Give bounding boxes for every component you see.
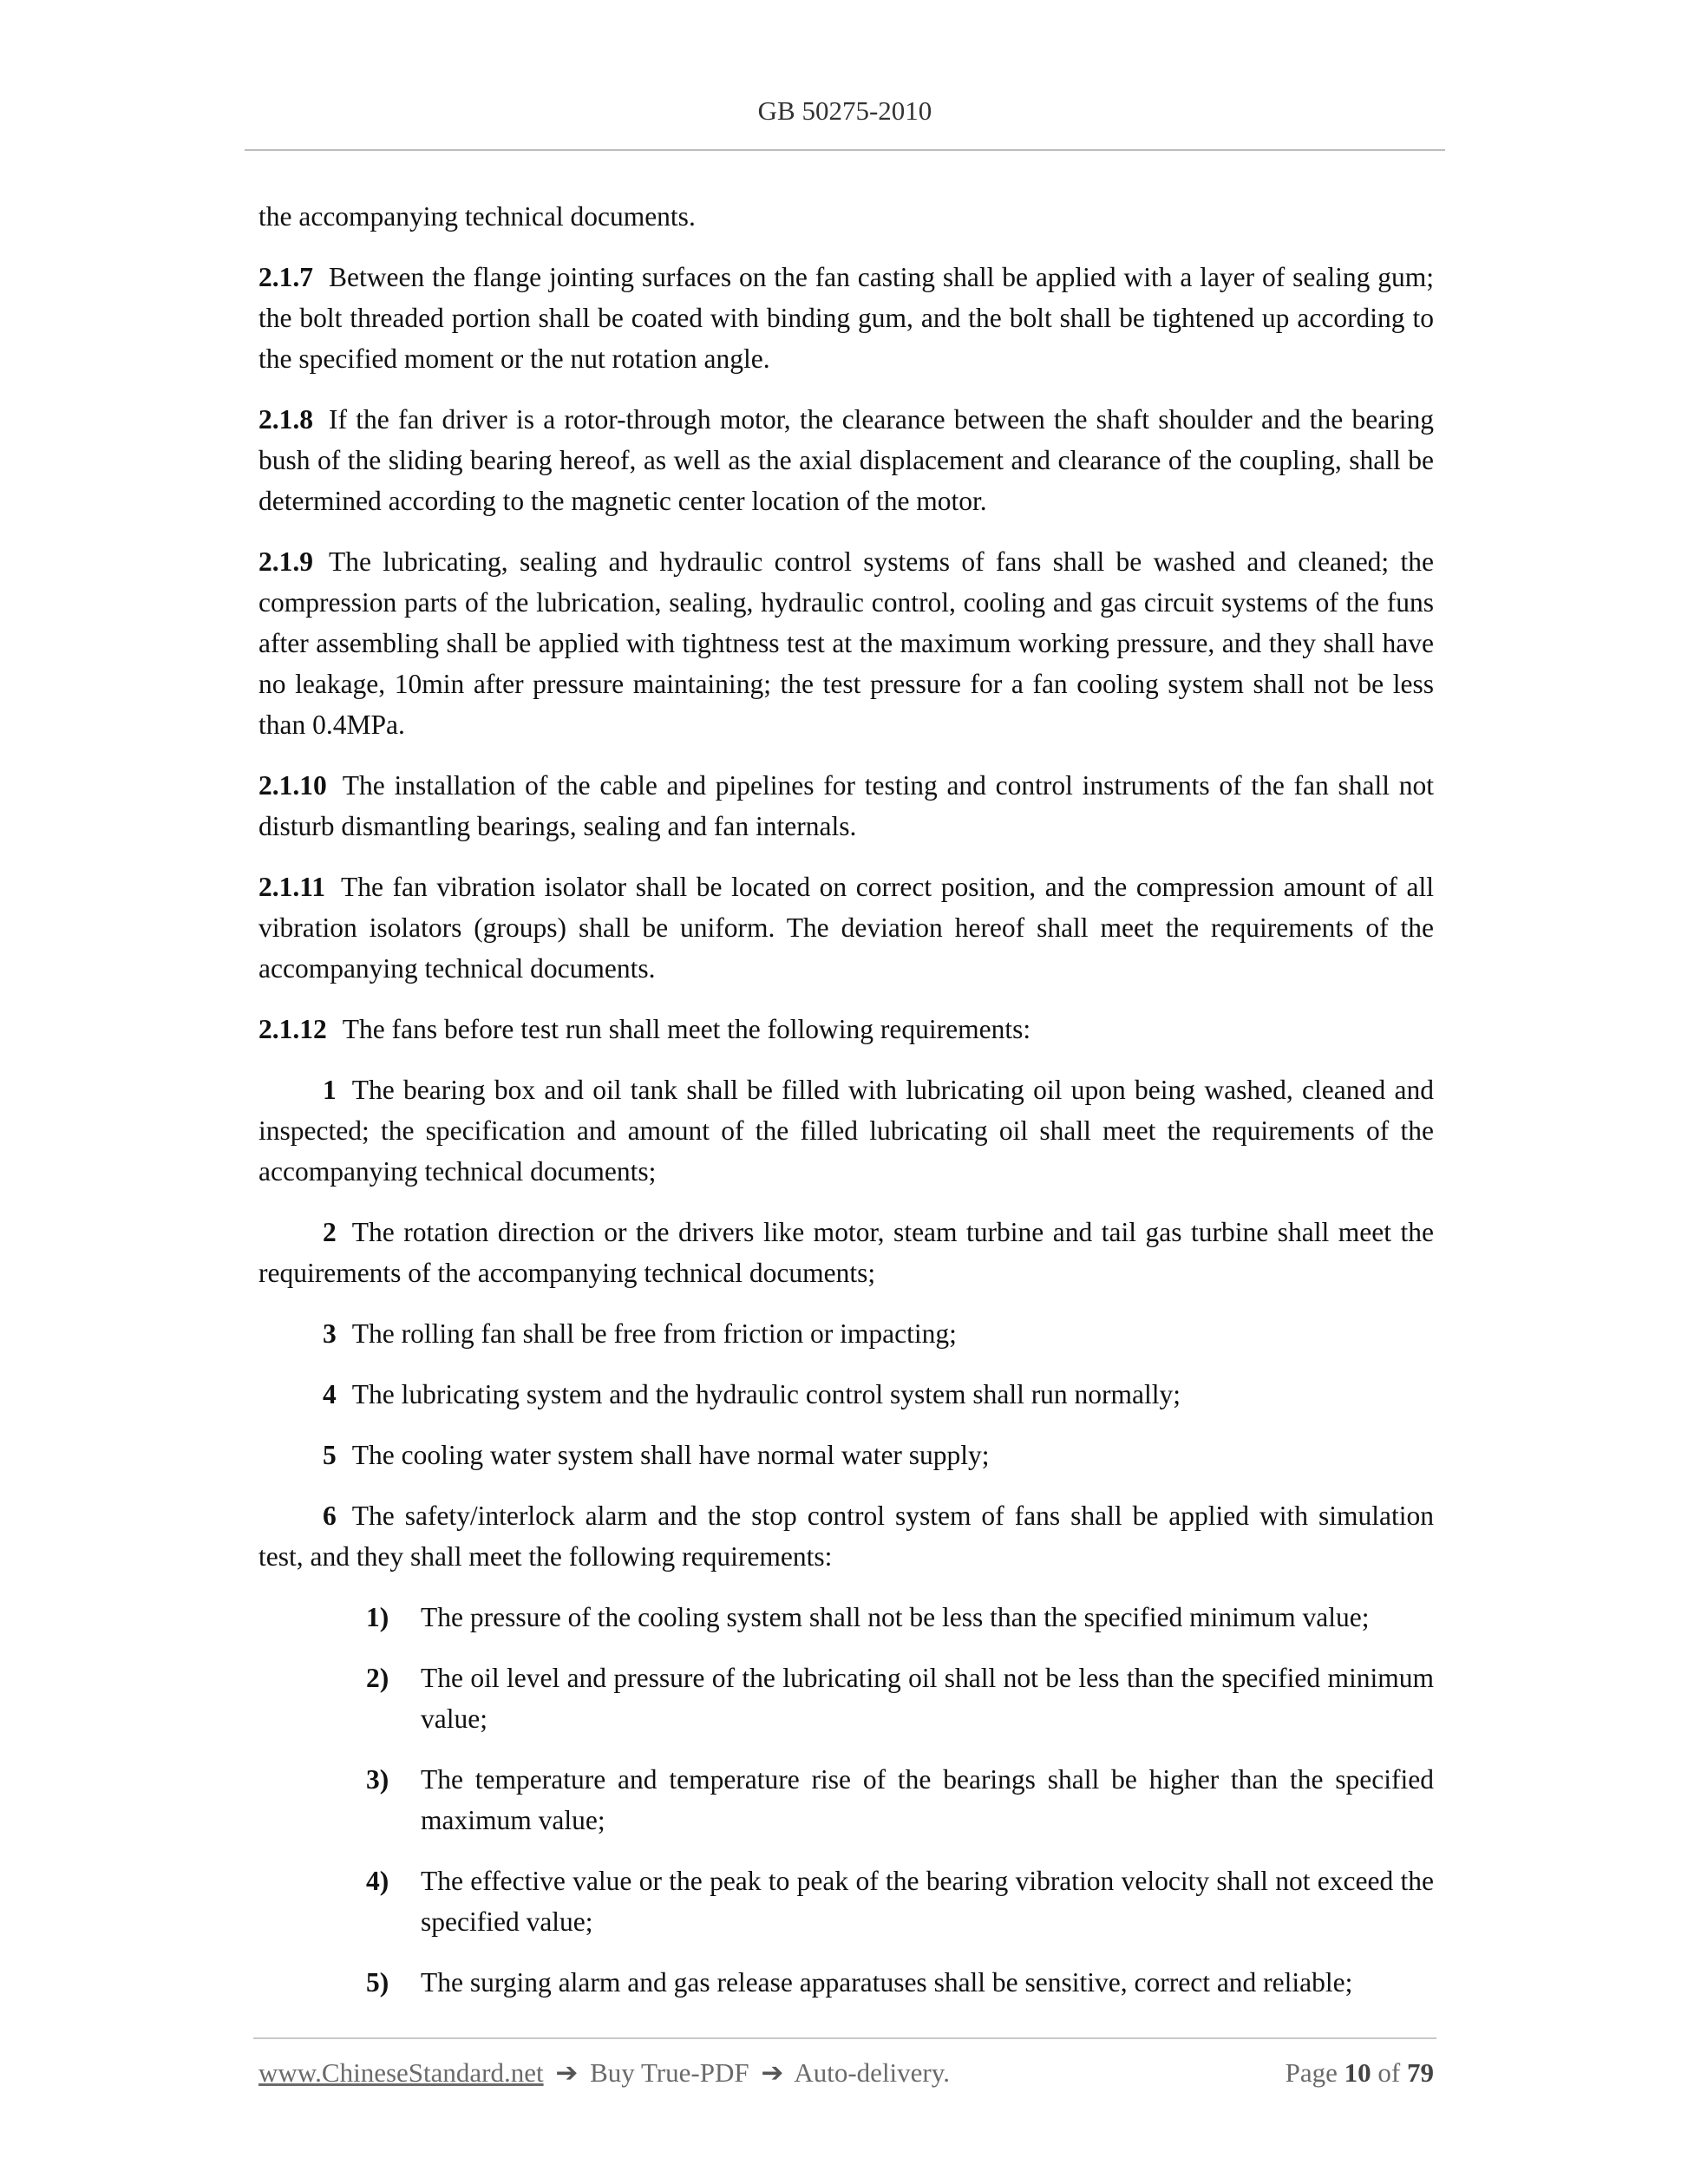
item-text: The cooling water system shall have normal water supply; [351, 1440, 990, 1470]
footer-divider [253, 2037, 1436, 2039]
clause-2-1-9 [258, 541, 1434, 745]
page-total: 79 [1407, 2057, 1434, 2088]
sub-item-number: 1) [366, 1602, 389, 1632]
item-text: The lubricating system and the hydraulic control system shall run normally; [351, 1379, 1181, 1409]
item-text: The rotation direction or the drivers like motor, steam turbine and tail gas turbine shall meet the requirements of the accompanying technical documents; [258, 1217, 1434, 1288]
list-item-2 [258, 1212, 1434, 1293]
clause-number: 2.1.10 [258, 770, 327, 801]
clause-2-1-11 [258, 866, 1434, 989]
buy-pdf-text: Buy True-PDF [590, 2057, 749, 2088]
list-item-6 [258, 1495, 1434, 1577]
sub-item-text: The temperature and temperature rise of the bearings shall be higher than the specified maximum value; [421, 1764, 1434, 1835]
page-counter [1286, 2057, 1434, 2089]
clause-2-1-10 [258, 765, 1434, 847]
arrow-right-icon: ➔ [555, 2057, 579, 2088]
paragraph-text: the accompanying technical documents. [258, 201, 696, 232]
clause-text: The fan vibration isolator shall be located on correct position, and the compression amount of all vibration isolators (groups) shall be uniform. The deviation hereof shall meet the requirements of the accompanying technical documents. [258, 872, 1434, 984]
sub-item-number: 2) [366, 1663, 389, 1693]
list-item-1 [258, 1069, 1434, 1192]
document-body [258, 196, 1434, 2023]
sub-item-number: 4) [366, 1866, 389, 1896]
item-number: 6 [323, 1501, 337, 1531]
header-divider [245, 149, 1445, 151]
sub-item-1 [258, 1597, 1434, 1638]
sub-item-5 [258, 1962, 1434, 2003]
sub-item-text: The pressure of the cooling system shall not be less than the specified minimum value; [421, 1602, 1370, 1632]
item-text: The safety/interlock alarm and the stop control system of fans shall be applied with simulation test, and they shall meet the following requirements: [258, 1501, 1434, 1572]
clause-number: 2.1.7 [258, 262, 313, 292]
clause-number: 2.1.12 [258, 1014, 327, 1044]
sub-item-text: The effective value or the peak to peak of the bearing vibration velocity shall not exceed the specified value; [421, 1866, 1434, 1937]
website-link[interactable]: www.ChineseStandard.net [258, 2057, 544, 2088]
of-label: of [1377, 2057, 1401, 2088]
clause-text: The lubricating, sealing and hydraulic control systems of fans shall be washed and cleaned; the compression parts of the lubrication, sealing, hydraulic control, cooling and gas circuit systems of the funs after assembling shall be applied with tightness test at the maximum working pressure, and they shall have no leakage, 10min after pressure maintaining; the test pressure for a fan cooling system shall not be less than 0.4MPa. [258, 546, 1434, 740]
clause-text: The fans before test run shall meet the following requirements: [342, 1014, 1031, 1044]
page-number: 10 [1344, 2057, 1371, 2088]
paragraph-continuation [258, 196, 1434, 237]
sub-item-3 [258, 1759, 1434, 1841]
sub-item-text: The oil level and pressure of the lubricating oil shall not be less than the specified minimum value; [421, 1663, 1434, 1734]
item-number: 4 [323, 1379, 337, 1409]
list-item-3 [258, 1313, 1434, 1354]
list-item-4 [258, 1374, 1434, 1415]
sub-item-2 [258, 1658, 1434, 1739]
item-number: 1 [323, 1075, 337, 1105]
clause-number: 2.1.8 [258, 404, 313, 435]
sub-item-number: 5) [366, 1967, 389, 1998]
item-number: 5 [323, 1440, 337, 1470]
page-label: Page [1285, 2057, 1338, 2088]
auto-delivery-text: Auto-delivery. [794, 2057, 950, 2088]
clause-text: Between the flange jointing surfaces on the fan casting shall be applied with a layer of sealing gum; the bolt threaded portion shall be coated with binding gum, and the bolt shall be tightened up according to the specified moment or the nut rotation angle. [258, 262, 1434, 374]
arrow-right-icon: ➔ [761, 2057, 784, 2088]
footer-promo [258, 2057, 950, 2089]
sub-item-text: The surging alarm and gas release apparatuses shall be sensitive, correct and reliable; [421, 1967, 1353, 1998]
clause-number: 2.1.9 [258, 546, 313, 577]
page-header-title: GB 50275-2010 [757, 95, 932, 126]
clause-text: If the fan driver is a rotor-through motor, the clearance between the shaft shoulder and the bearing bush of the sliding bearing hereof, as well as the axial displacement and clearance of the coupling, shall be determined according to the magnetic center location of the motor. [258, 404, 1434, 516]
sub-item-number: 3) [366, 1764, 389, 1795]
list-item-5 [258, 1435, 1434, 1475]
clause-2-1-8 [258, 399, 1434, 521]
clause-text: The installation of the cable and pipelines for testing and control instruments of the fan shall not disturb dismantling bearings, sealing and fan internals. [258, 770, 1434, 841]
item-number: 3 [323, 1318, 337, 1349]
item-text: The bearing box and oil tank shall be filled with lubricating oil upon being washed, cleaned and inspected; the specification and amount of the filled lubricating oil shall meet the requirements of the accompanying technical documents; [258, 1075, 1434, 1187]
clause-number: 2.1.11 [258, 872, 326, 902]
item-text: The rolling fan shall be free from friction or impacting; [351, 1318, 957, 1349]
item-number: 2 [323, 1217, 337, 1247]
clause-2-1-12 [258, 1009, 1434, 1049]
sub-item-4 [258, 1860, 1434, 1942]
clause-2-1-7 [258, 257, 1434, 379]
page-footer [258, 2057, 1434, 2096]
